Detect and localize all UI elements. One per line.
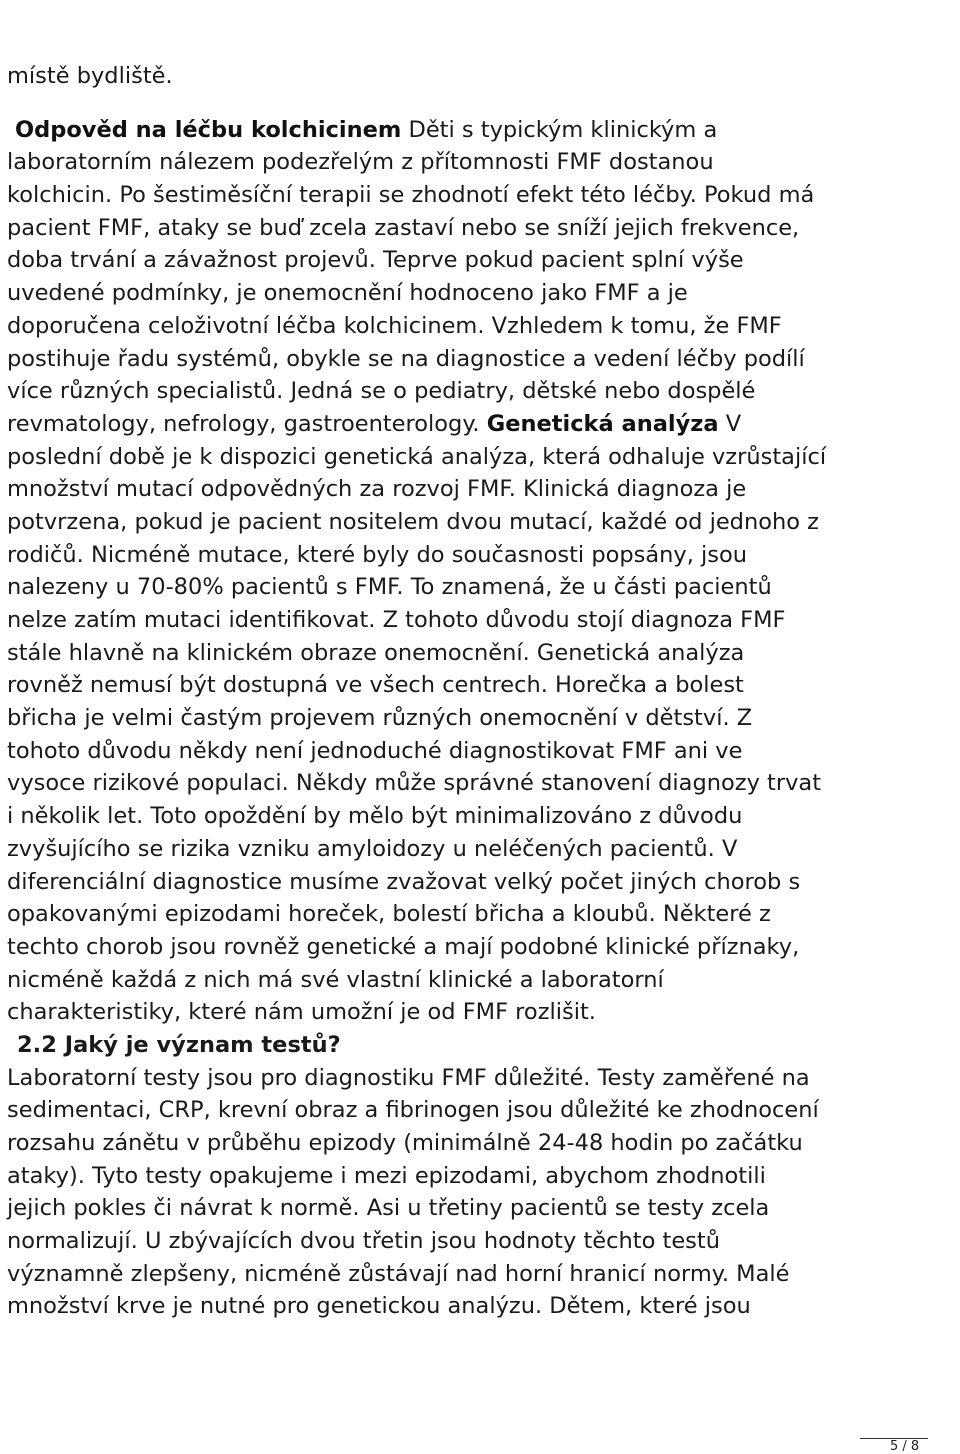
text-line: významně zlepšeny, nicméně zůstávají nad horní hranicí normy. Malé	[7, 1260, 790, 1287]
text-line: laboratorním nálezem podezřelým z přítomnosti FMF dostanou	[7, 149, 714, 176]
text-line: stále hlavně na klinickém obraze onemocnění. Genetická analýza	[7, 639, 745, 666]
paragraph-gap	[7, 93, 952, 114]
text-line: břicha je velmi častým projevem různých onemocnění v dětství. Z	[7, 705, 753, 732]
text-line: nalezeny u 70-80% pacientů s FMF. To znamená, že u části pacientů	[7, 574, 772, 601]
text-line: normalizují. U zbývajících dvou třetin jsou hodnoty těchto testů	[7, 1228, 720, 1255]
text-line: rodičů. Nicméně mutace, které byly do současnosti popsány, jsou	[7, 541, 748, 568]
text-line-with-bold: Odpověd na léčbu kolchicinem Děti s typickým klinickým a	[15, 116, 718, 143]
text-line: jejich pokles či návrat k normě. Asi u třetiny pacientů se testy zcela	[7, 1195, 770, 1222]
text-line: zvyšujícího se rizika vzniku amyloidozy u neléčených pacientů. V	[7, 835, 738, 862]
text-line: Laboratorní testy jsou pro diagnostiku FMF důležité. Testy zaměřené na	[7, 1064, 810, 1091]
text-line: rozsahu zánětu v průběhu epizody (minimálně 24-48 hodin po začátku	[7, 1130, 803, 1156]
text-line: potvrzena, pokud je pacient nositelem dvou mutací, každé od jednoho z	[7, 508, 819, 535]
page-number: 5 / 8	[890, 1439, 920, 1454]
text-line: postihuje řadu systémů, obykle se na diagnostice a vedení léčby podílí	[7, 345, 805, 372]
text-line: pacient FMF, ataky se buď zcela zastaví nebo se sníží jejich frekvence,	[7, 214, 800, 241]
text-line: doporučena celoživotní léčba kolchicinem. Vzhledem k tomu, že FMF	[7, 312, 782, 339]
text-line: více různých specialistů. Jedná se o pediatry, dětské nebo dospělé	[7, 378, 756, 405]
text-line: uvedené podmínky, je onemocnění hodnoceno jako FMF a je	[7, 280, 688, 307]
text-line: nicméně každá z nich má své vlastní klinické a laboratorní	[7, 966, 664, 993]
section-heading: 2.2 Jaký je význam testů?	[17, 1031, 341, 1058]
text-line: techto chorob jsou rovněž genetické a mají podobné klinické příznaky,	[7, 933, 800, 960]
text-line: opakovanými epizodami horeček, bolestí břicha a kloubů. Některé z	[7, 901, 771, 928]
inline-heading: Odpověd na léčbu kolchicinem	[15, 116, 402, 143]
text-line: místě bydliště.	[7, 63, 173, 89]
text-line: charakteristiky, které nám umožní je od FMF rozlišit.	[7, 999, 596, 1026]
text-line: diferenciální diagnostice musíme zvažovat velký počet jiných chorob s	[7, 868, 801, 895]
text-line: ataky). Tyto testy opakujeme i mezi epizodami, abychom zhodnotili	[7, 1162, 766, 1189]
text-line: kolchicin. Po šestiměsíční terapii se zhodnotí efekt této léčby. Pokud má	[7, 182, 815, 209]
text-line-with-bold: revmatology, nefrology, gastroenterology. Genetická analýza V	[7, 410, 742, 437]
text-line: množství krve je nutné pro genetickou analýzu. Dětem, které jsou	[7, 1293, 751, 1320]
text-line: rovněž nemusí být dostupná ve všech centrech. Horečka a bolest	[7, 672, 744, 699]
document-body	[7, 60, 952, 1323]
text-line: i několik let. Toto opoždění by mělo být minimalizováno z důvodu	[7, 803, 743, 830]
text-line: doba trvání a závažnost projevů. Teprve pokud pacient splní výše	[7, 247, 744, 274]
text-line: množství mutací odpovědných za rozvoj FMF. Klinická diagnoza je	[7, 476, 747, 503]
text-line: sedimentaci, CRP, krevní obraz a fibrinogen jsou důležité ke zhodnocení	[7, 1097, 819, 1124]
text-line: poslední době je k dispozici genetická analýza, která odhaluje vzrůstající	[7, 443, 827, 470]
text-line: vysoce rizikové populaci. Někdy může správné stanovení diagnozy trvat	[7, 770, 822, 797]
inline-heading: Genetická analýza	[486, 410, 719, 437]
text-line: tohoto důvodu někdy není jednoduché diagnostikovat FMF ani ve	[7, 737, 743, 764]
text-line: nelze zatím mutaci identifikovat. Z tohoto důvodu stojí diagnoza FMF	[7, 607, 786, 633]
